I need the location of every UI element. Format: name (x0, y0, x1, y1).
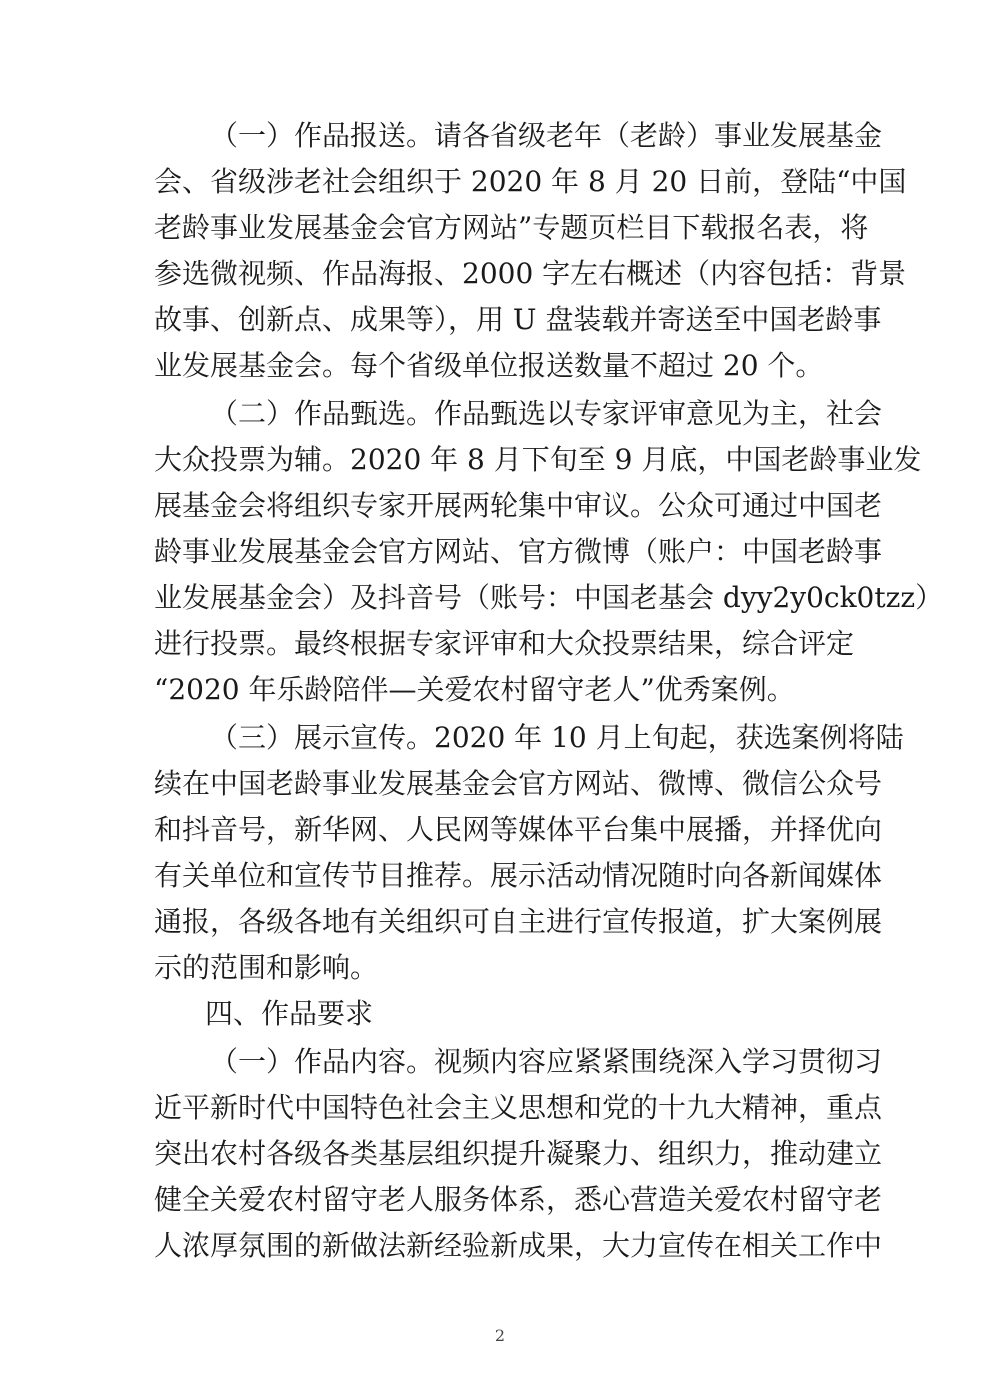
text-line: 老龄事业发展基金会官方网站”专题页栏目下载报名表，将 (154, 211, 869, 244)
text-line: 有关单位和宣传节目推荐。展示活动情况随时向各新闻媒体 (154, 859, 883, 892)
section-lead: （一）作品内容。 (210, 1045, 435, 1078)
section-lead: （三）展示宣传。 (210, 721, 435, 754)
text-line (210, 392, 882, 436)
line-text: 作品甄选以专家评审意见为主，社会 (434, 397, 883, 430)
section-lead: （一）作品报送。 (210, 119, 435, 152)
text-line (210, 1040, 882, 1084)
line-text: 视频内容应紧紧围绕深入学习贯彻习 (434, 1045, 883, 1078)
section-lead: （二）作品甄选。 (210, 397, 435, 430)
text-line: 业发展基金会。每个省级单位报送数量不超过 20 个。 (154, 349, 824, 382)
text-line: 和抖音号，新华网、人民网等媒体平台集中展播，并择优向 (154, 813, 883, 846)
text-line: 会、省级涉老社会组织于 2020 年 8 月 20 日前，登陆“中国 (154, 165, 907, 198)
text-line: 突出农村各级各类基层组织提升凝聚力、组织力，推动建立 (154, 1137, 883, 1170)
text-line: 故事、创新点、成果等），用 U 盘装载并寄送至中国老龄事 (154, 303, 882, 336)
text-line: 展基金会将组织专家开展两轮集中审议。公众可通过中国老 (154, 489, 883, 522)
text-line: 业发展基金会）及抖音号（账号：中国老基会 dyy2y0ck0tzz） (154, 581, 944, 614)
text-line: 续在中国老龄事业发展基金会官方网站、微博、微信公众号 (154, 767, 883, 800)
text-line: 健全关爱农村留守老人服务体系，悉心营造关爱农村留守老 (154, 1183, 883, 1216)
text-line (210, 716, 904, 760)
section-heading: 四、作品要求 (205, 997, 374, 1030)
text-line: 进行投票。最终根据专家评审和大众投票结果，综合评定 (154, 627, 855, 660)
text-line: 近平新时代中国特色社会主义思想和党的十九大精神，重点 (154, 1091, 883, 1124)
text-line: 示的范围和影响。 (154, 951, 379, 984)
page-number: 2 (494, 1326, 506, 1345)
line-text: 请各省级老年（老龄）事业发展基金 (434, 119, 883, 152)
line-text: 2020 年 10 月上旬起，获选案例将陆 (434, 721, 904, 754)
text-line: 大众投票为辅。2020 年 8 月下旬至 9 月底，中国老龄事业发 (154, 443, 922, 476)
text-line: 龄事业发展基金会官方网站、官方微博（账户：中国老龄事 (154, 535, 883, 568)
text-line: 通报，各级各地有关组织可自主进行宣传报道，扩大案例展 (154, 905, 883, 938)
text-line: 人浓厚氛围的新做法新经验新成果，大力宣传在相关工作中 (154, 1229, 883, 1262)
text-line (210, 114, 882, 158)
text-line: “2020 年乐龄陪伴—关爱农村留守老人”优秀案例。 (154, 673, 795, 706)
text-line: 参选微视频、作品海报、2000 字左右概述（内容包括：背景 (154, 257, 907, 290)
